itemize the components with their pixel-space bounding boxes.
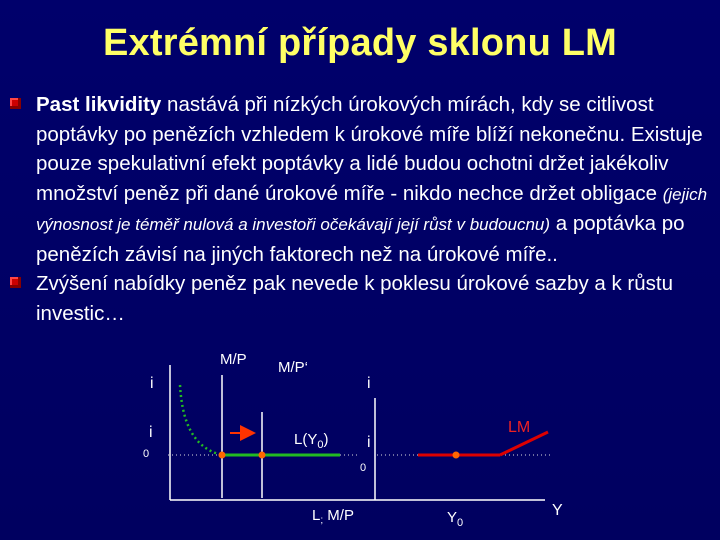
bullet-bold-term: Past likvidity	[36, 93, 162, 116]
y0-label: $Y_0$	[447, 509, 464, 529]
left-i0-subscript: 0	[143, 448, 150, 460]
left-i0-label: i	[149, 424, 153, 441]
bullet-italic-note: (jejich výnosnost je téměř nulová a investoři očekávají její růst v budoucnu)	[36, 184, 708, 234]
right-x-axis-label: Y	[552, 502, 563, 519]
equilibrium-point-1	[219, 452, 226, 459]
bullet-text-part2: a poptávka po penězích závisí na jiných faktorech než na úrokové míře..	[36, 212, 685, 266]
bullet-text: Zvýšení nabídky peněz pak nevede k poklesu úrokové sazby a k růstu investic…	[36, 272, 674, 325]
right-i0-subscript: 0	[360, 462, 367, 474]
is-lm-graph	[360, 375, 563, 529]
money-demand-curve-dotted	[180, 385, 222, 455]
money-supply-label: M/P	[220, 351, 247, 368]
bullet-text-part1: nastává při nízkých úrokových mírách, kdy se citlivost poptávky po penězích vzhledem k úrokové míře blíží nekonečnu. Existuje pouze spekulativní efekt poptávky a lidé budou ochotni držet jakékoliv množství peněz při dané úrokové míře - nikdo nechce držet obligace	[36, 93, 703, 205]
left-y-axis-label: i	[150, 375, 154, 392]
money-supply-shifted-label: M/P‘	[278, 359, 308, 376]
equilibrium-point-2	[259, 452, 266, 459]
lm-curve-label: LM	[508, 419, 531, 436]
right-y-axis-label: i	[367, 375, 371, 392]
lm-equilibrium-point	[453, 452, 460, 459]
left-x-axis-label: $L_;$ M/P	[312, 507, 354, 526]
money-market-graph	[143, 351, 375, 526]
slide-title: Extrémní případy sklonu LM	[102, 22, 618, 64]
money-demand-label: $L(Y_0)$	[294, 431, 329, 451]
right-i0-label: i	[367, 434, 371, 451]
